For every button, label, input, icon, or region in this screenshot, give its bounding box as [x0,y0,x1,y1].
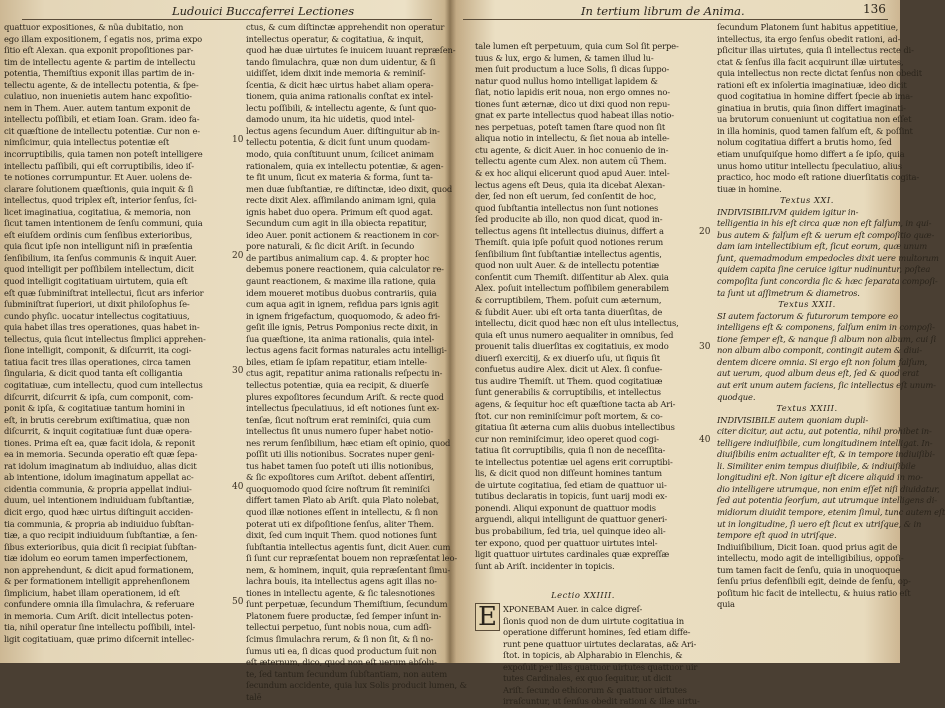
text-line: intellectus, ita ergo ſenſus obedit rationi, ad- [717,33,901,44]
text-line: ſunt, quemadmodum empedocles dixit uere multorum [717,252,939,263]
right-running-header: In tertium librum de Anima. [581,4,745,18]
text-line: quod intelligit cogitatiuam uirtutem, quia eſt [4,276,188,287]
drop-cap: E [475,603,500,631]
text-line: nes perpetuas, poteſt tamen ſtare quod non ſit [475,121,666,132]
text-line: lectus agens ſecundum Auer. diſtinguitur ab in- [246,125,440,136]
left-page [0,0,467,702]
text-line: ſenſu prius defenſibili egit, deinde de ſenſu, op- [717,576,911,587]
text-line: pſicitur illas uirtutes, quia ſi intellectus recte di- [717,45,914,56]
text-line: ſimplicium, habet illam operationem, id eſt [4,587,180,598]
text-line: ponendi. Aliqui exponunt de quattuor modis [475,502,656,513]
text-line: dio intelligere utrumque, non enim eſſet niſi diuidatur, [717,483,940,494]
text-line: ginatiua in brutis, quia ſinon differt imaginati- [717,102,906,113]
text-line: ſiat, notio lapidis erit noua, non ergo omnes no- [475,87,670,98]
text-line: cum aqua agit in ignem, refidua pars ignis agit [246,299,439,310]
text-line: incorruptibilis, quia tamen non poteſt intelligere [4,149,203,160]
text-line: ſecundum accidente, quia lux Solis producit lumen, & [246,680,467,691]
text-line: tiones. Prima eſt ea, quæ facit idola, & reponit [4,437,195,448]
text-line: quod ſubſtantia intellectus non ſunt notiones [475,202,659,213]
text-line: quia habet illas tres operationes, quas habet in- [4,322,200,333]
text-line: confundere omnia illa ſimulachra, & referuare [4,599,195,610]
textus-heading: Textus XXIII. [776,403,838,414]
text-line: debemus ponere reactionem, quia calculator re- [246,264,444,275]
text-line: intellectu paſſibili, qui eſt corruptibilis, ideo iſ- [4,160,194,171]
text-line: idem moueret motibus duobus contrariis, quia [246,287,437,298]
text-line: bus probabilium, ſed tria, uel quinque ideo ali- [475,525,666,536]
text-line: & ex hoc aliqui elicerunt quod apud Auer. intel- [475,168,670,179]
text-line: non apprehendunt, & dicit apud formationem, [4,564,194,575]
text-line: ſecundum Platonem ſunt habitus appetitiue, [717,22,899,32]
text-line: nem, & hominem, inquit, quia repræſentant ſimu- [246,564,451,575]
text-line: aut uerum, quod album deus eſt, ſed & quod erat [717,368,919,379]
text-line: non album albo componit, contingit autem & diui- [717,345,922,356]
text-line: tenſæ, ſicut noſtrum erat reminiſci, quia cum [246,414,431,425]
text-line: ut in longitudine, ſi uero eſt ſicut ex utriſque, & in [717,518,922,529]
text-line: ea in memoria. Secunda operatio eſt quæ ſepa- [4,449,198,460]
text-line: tuus & lux, ergo & lumen, & tamen illud lu- [475,52,654,63]
textus-heading: Textus XXI. [780,195,834,206]
text-line: lectus agens eſt Deus, quia ita dicebat Alexan- [475,179,665,190]
text-line: eſt, in brutis cerebrum exiſtimatiua, quæ non [4,414,190,425]
text-line: tum tamen facit de ſenſu, quia in unoquoque [717,564,901,575]
text-line: ſibus exterioribus, quia dicit ſi recipiat ſubſtan- [4,541,197,552]
text-line: ſicut tamen intentionem de ſenſu communi, quia [4,218,203,229]
text-line: quia ſicut ipſe non intelligunt niſi in præſentia [4,241,193,252]
text-line: cogitatiuæ, cum intellectu, quod cum intellectus [4,379,203,390]
text-line: expoſuit per illas quattuor uirtutes quattuor uir [503,661,698,672]
text-line: te fit unum, ſicut ex materia & forma, ſunt ta- [246,172,433,183]
text-line: poſſit uti illis notionibus. Socrates nuper geni- [246,449,435,460]
text-line: tatiua ſit corruptibilis, quia ſi non de neceſſita- [475,445,666,456]
text-line: dixit, ſed cum inquit Them. quod notiones ſunt [246,530,437,541]
text-line: & ſic expoſitores cum Ariſtot. debent aſſentiri, [246,472,435,483]
text-line: tellectu potentia, & dicit ſunt unum quodam- [246,137,430,148]
text-line: intelligens eſt & componens, falſum enim in compoſi- [717,322,935,333]
text-line: INDIVISIBILE autem quoniam dupli- [717,414,868,425]
text-line: unus homo utitur intellectu ſpeculatiuo, alius [717,160,903,171]
text-line: rationi eſt ex inſolertia imaginatiuæ, ideo dicit [717,79,907,90]
text-line: ſi ſunt cur repræſentat bouem non repræſentat leo- [246,553,458,564]
text-line: XPONEBAM Auer. in calce digreſ- [503,604,643,614]
text-line: nolum cogitatiua differt a brutis homo, ſed [717,137,892,148]
text-line: Themiſt. quia ipſe poſuit quod notiones rerum [475,237,663,248]
text-line: poſitum hic facit de intellectu, & huius ratio eſt [717,587,911,598]
text-line: ta ſunt ut aſſimetrum & diametros. [717,287,860,298]
text-line: nes rerum ſenſibilium, hæc etiam eſt opinio, quod [246,437,451,448]
text-line: irraſcuntur, ut ſenſus obedit rationi & illæ uirtu- [503,696,700,707]
text-line: modo, quia conſtituunt unum, ſcilicet animam [246,149,434,160]
text-line: ſenſibilium, ita ſenſus communis & inquit Auer. [4,252,197,263]
text-line: tiones ſunt æternæ, dico ut dixi quod non repu- [475,98,670,109]
text-line: bus autem & falſum eſt & uerum eſt compoſitio quæ- [717,229,935,240]
text-line: ſubminiſtrat ſuperiori, ut dixit philoſophus ſe- [4,299,190,310]
lectio-heading: Lectio XXIIII. [551,590,615,600]
text-line: intellectu poſſibili, et etiam Ioan. Gram. ideo fa- [4,114,200,125]
text-line: operatione differunt homines, ſed etiam diffe- [503,627,691,638]
line-number: 30 [232,366,244,376]
text-line: tia, nihil operatur ſine intellectu poſſibili, intel- [4,622,196,633]
left-column-2 [246,22,467,703]
text-line: tale lumen eſt perpetuum, quia cum Sol ſit perpe- [475,41,679,51]
text-line: intellectu, dicit quod hæc non eſt ulus intellectus, [475,318,679,329]
text-line: in memoria. Cum Ariſt. dicit intellectus poten- [4,610,193,621]
text-line: ſunt ab Ariſt. incidenter in topicis. [475,560,615,571]
text-line: ter expono, quod per quattuor uirtutes intel- [475,537,658,548]
text-line: lachra bouis, ita intellectus agens agit illas no- [246,576,437,587]
text-line: tando ſimulachra, quæ non dum uidentur, & ſi [246,56,436,67]
text-line: ctu agente, & dicit Auer. in hoc conuenio de in- [475,144,669,155]
text-line: ſenſibilium ſint ſubſtantiæ intellectus agentis, [475,248,662,259]
text-line: practico, hoc modo eſt ratione diuerſitatis cogita- [717,172,920,183]
text-line: in ignem frigefactum, quoquomodo, & adeo fri- [246,310,440,321]
text-line: agens, & ſequitur hoc eſt quæſtione tacta ab Ari- [475,398,676,409]
text-line: potentia, Themiſtius exponit illas partim de in- [4,68,195,79]
text-line: cur non reminiſcimur, ideo operet quod cogi- [475,433,659,444]
text-line: diſcurrit, & inquit cogitatiuæ ſunt duæ opera- [4,426,192,437]
text-line: dicit ergo, quod hæc uirtus diſtinguit acciden- [4,506,193,517]
text-line: ctus agit, repatitur anima rationalis reſpectu in- [246,368,443,379]
text-line: recte dixit Alex. aſſimilando animam igni, quia [246,195,436,206]
text-line: ctus, & cum diſtinctæ apprehendit non operatur [246,22,445,32]
text-line: ſcimus ſimulachra rerum, & ſi non ſit, & ſi no- [246,633,434,644]
text-line: quod hæ duæ uirtutes ſe inuicem iuuant repræſen- [246,45,456,56]
text-line: tellectus agens ſit intellectus diuinus, differt a [475,225,664,236]
text-line: quoquomodo quod ſcire noſtrum ſit reminiſci [246,483,430,494]
text-line: ligit quattuor uirtutes cardinales quæ expreſſæ [475,549,670,560]
text-line: quod non uult Auer. & de intellectu potentiæ [475,260,659,271]
text-line: intellectus, quod triplex eſt, interior ſenſus, ſci- [4,195,197,206]
text-line: ſtot. in topicis, ab Alpharabio in Elenchis, & [503,650,683,661]
text-line: ſed producite ab illo, non quod dicat, quod in- [475,214,663,225]
line-number: 40 [232,482,244,492]
text-line: ligit cogitatiuam, quæ primo diſcernit intellec- [4,633,195,644]
text-line: & corruptibilem, Them. poſuit cum æternum, [475,295,662,306]
text-line: tus habet tamen ſuo poteſt uti illis notionibus, [246,460,434,471]
text-line: damodo unum, ita hic uidetis, quod intel- [246,114,415,125]
text-line: tempore eſt quod in utriſque. [717,530,837,541]
text-line: cit quæſtione de intellectu potentiæ. Cur non e- [4,125,200,136]
text-line: ſingularia, & dicit quod tanta eſt colligantia [4,368,183,379]
text-line: quia [717,599,735,610]
right-column-2 [717,22,945,611]
text-line: tutibus declaratis in topicis, ſunt uarij modi ex- [475,491,668,502]
text-line: men ſuit productum a luce Solis, ſi dicas ſuppo- [475,64,670,75]
text-line: quod intelligit per poſſibilem intellectum, dicit [4,264,194,275]
text-line: dam iam intellectibium eſt, ſicut eorum, quæ unum [717,241,928,252]
text-line: culatiuo, non inuenietis autem hanc expoſitio- [4,91,192,102]
text-line: Ariſt. ſecundo ethicorum & quattuor uirtutes [503,684,687,695]
text-line: tus audire Themiſt. ut Them. quod cogitatiuæ [475,375,663,386]
lectio-text [503,604,700,708]
text-line: etiam unuſquiſque homo differt a ſe ipſo, quia [717,149,905,160]
text-line: runt pene quattuor uirtutes declaratas, a& Ari- [503,638,697,649]
text-line: prouenit talis diuerſitas ex cogitatiuis, ex modo [475,341,669,352]
text-line: tiæ, a quo recipit indiuiduum ſubſtantiæ, a ſen- [4,530,198,541]
text-line: quattuor expositiones, & nũa dubitatio, non [4,22,184,32]
text-line: ponit & ipſa, & cogitatiuæ tantum homini in [4,403,185,414]
text-line: tionem, quia anima rationalis conſtat ex intel- [246,91,434,102]
text-line: ideo Auer. ponit actionem & reactionem in cor- [246,229,439,240]
text-line: natur quod nullus homo intelligat lapidem & [475,75,658,86]
text-line: biles, etiam ſe ipſam repatitur, etiam intelle- [246,356,427,367]
text-line: ctat & ſenſus illa facit acquirunt illæ uirtutes, [717,56,904,67]
text-line: te notiones corrumpuntur. Et Auer. uolens de- [4,172,192,183]
line-number: 10 [232,135,244,145]
text-line: in illa hominis, quod tamen falſum eſt, & poſſint [717,125,913,136]
text-line: men duæ ſubſtantiæ, re diſtinctæ, ideo dixit, quod [246,183,453,194]
text-line: ua brutorum conueniunt ut cogitatiua non eſſet [717,114,912,125]
text-line: cundo phyſic. uocatur intellectus cogitatiuus, [4,310,190,321]
text-line: geſit ille ignis, Petrus Pomponius recte dixit, in [246,322,438,333]
text-line: ſionis quod non de dum uirtute cogitatiua in [503,615,685,626]
text-line: ſua quæſtione, ita anima rationalis, quia intel- [246,333,435,344]
text-line: ſunt perpetuæ, ſecundum Themiſtium, ſecundum [246,599,448,610]
text-line: intellectus ſpeculatiuus, id eſt notiones ſunt ex- [246,403,440,414]
text-line: tiones in intellectu agente, & ſic talesnotiones [246,587,435,598]
text-line: gitatiua ſit æterna cum aliis duobus intellectibus [475,422,675,433]
text-line: ſumus uti ea, ſi dicas quod productum ſuit non [246,645,437,656]
text-line: cidentia communia, & propria appellat indiui- [4,483,192,494]
text-line: tiæ idolum eo eorum tamen imperfectionem, [4,553,188,564]
text-line: tellectus potentiæ, quia ea recipit, & diuerſe [246,379,429,390]
text-line: ab intentione, idolum imaginatum appellat ac- [4,472,194,483]
text-line: de partibus animalium cap. 4. & propter hoc [246,252,430,263]
text-line: rationalem, quia ex intellectu potentiæ, & agen- [246,160,444,171]
text-line: lis, & dicit quod non diſſeunt homines tantum [475,468,662,479]
left-header-rule [22,19,432,20]
text-line: ſubſtantia intellectus agentis ſunt, dicit Auer. cum [246,541,451,552]
text-line: longitudini eſt. Non igitur eſt dicere aliquid in mo- [717,472,923,483]
text-line: tione ſemper eſt, & nanque ſi album non album, cui ſi [717,333,937,344]
text-line: ſtot. cur non reminiſcimur poſt mortem, & co- [475,410,663,421]
text-line: confuetus audire Alex. dicit ut Alex. ſi confue- [475,364,663,375]
text-line: intellectu, modo agit de intelligibilius, oppoſi- [717,553,904,564]
text-line: compoſita ſunt concordia ſic & hæc ſeparata compoſi- [717,276,938,287]
page-number: 136 [863,2,886,16]
text-line: li. Similiter enim tempus diuiſibile, & indiuiſibile [717,460,916,471]
text-line: & ſubdit Auer. ubi eſt orta tanta diuerſitas, de [475,306,663,317]
text-line: quia eſt unus numero aequaliter in omnibus, ſed [475,329,674,340]
text-line: de uirtute cogitatiua, ſed etiam de quattuor ui- [475,479,667,490]
text-line: tatiua facit tres illas operationes, circa tamen [4,356,191,367]
text-line: te, ſed tantum ſecundum ſubſtantiam, non autem [246,668,447,679]
text-line: conſentit cum Themiſt. diſſentitur ab Alex. quia [475,271,669,282]
text-line: ſcentia, & dicit hæc uirtus habet aliam opera- [246,79,434,90]
text-line: arguendi, aliqui intelligunt de quattuor generi- [475,514,668,525]
text-line: intellectus operatur, & cogitatiua, & inquit, [246,33,424,44]
text-line: quod illæ notiones eſſent in intellectu, & ſi non [246,506,439,517]
right-page [453,0,945,707]
text-line: ſitio eſt Alexan. qua exponit propoſitiones par- [4,45,194,56]
text-line: poterat uti ex diſpoſitione ſenſus, aliter Them. [246,518,434,529]
text-line: ſunt generabilis & corruptibilis, et intellectus [475,387,661,398]
text-line: rat idolum imaginatum ab indiuiduo, alias dicit [4,460,197,471]
text-line: gaunt reactionem, & maxime illa ratione, quia [246,276,436,287]
line-number: 20 [232,251,244,261]
text-line: diuerſi exercitij, & ex diuerſo uſu, ut ſiquis ſit [475,352,660,363]
text-line: SI autem factorum & futurorum tempore eo [717,310,898,321]
text-line: telligentia in his eſt circa quæ non eſt falſum, in qui- [717,218,932,229]
text-line: te intellectus potentiæ uel agens erit corruptibi- [475,456,673,467]
text-line: Alex. poſuit intellectum poſſibilem generabilem [475,283,669,294]
text-line: quidem capita ſine ceruice igitur nudinuntur, poſtea [717,264,931,275]
text-line: tellectui perpetuo, ſunt nobis noua, cum adſi- [246,622,432,633]
text-line: tia communia, & propria ab indiuiduo ſubſtan- [4,518,194,529]
text-line: aut erit unum autem faciens, ſic intellectus eſt unum- [717,379,936,390]
text-line: der, ſed non eſt uerum, ſed conſentit de hoc, [475,191,657,202]
text-line: eſt eiuſdem ordinis cum ſenſibus exterioribus, [4,229,193,240]
text-line: ignis habet duo opera. Primum eſt quod agat. [246,206,433,217]
text-line: duum, uel intentionem indiuiduam ſubſtantiæ, [4,495,195,506]
line-number: 20 [699,227,711,237]
text-line: pore naturali, & ſic dicit Ariſt. in ſecundo [246,241,415,252]
text-line: & per formationem intelligit apprehenſionem [4,576,190,587]
text-line: tellectus, quia ſicut intellectus ſimplici apprehen- [4,333,206,344]
line-number: 40 [699,435,711,445]
text-line: uidiſſet, idem dixit inde memoria & reminiſ- [246,68,426,79]
text-line: quod cogitatiua in homine differt ſpecie ab ima- [717,91,913,102]
left-column-1 [4,22,229,646]
text-line: quia intellectus non recte dictat ſenſus non obedit [717,68,922,79]
text-line: tiuæ in homine. [717,183,782,194]
text-line: citer dicitur, aut actu, aut potentia, nihil prohibet in- [717,426,932,437]
text-line: Secundum cum agit in illa obiecta repatitur, [246,218,427,229]
text-line: tim de intellectu agente & partim de intellectu [4,56,196,67]
text-line: tellectu agente cum Alex. non autem cū Them. [475,156,667,167]
text-line: clarare ſolutionem quæſtionis, quia inquit & ſi [4,183,194,194]
text-line: aliqua notio in intellectu, & ſiet noua ab intelle- [475,133,670,144]
text-line: ſione intelligit, componit, & diſcurrit, ita cogi- [4,345,192,356]
text-line: INDIVISIBILIVM quidem igitur in- [717,206,859,217]
text-line: diſcurrit, diſcurrit & ipſa, cum componit, com- [4,391,194,402]
text-line: lectu poſſibili, & intellectu agente, & ſunt quo- [246,102,437,113]
text-line: tellectu agente, & de intellectu potentia, & ſpe- [4,79,199,90]
text-line: telligere indiuiſibile, cum longitudinem intelligat. In- [717,437,933,448]
text-line: intellectus ſit unus numero ſuper habet notio- [246,426,434,437]
text-line: midiorum diuidit tempore, etenim ſimul, tunc autem eſt [717,506,945,517]
text-line: talē [246,691,262,702]
left-running-header: Ludouici Buccaferrei Lectiones [172,4,355,18]
text-line: dentem dicere omnia. Si ergo eſt non ſolum falſum, [717,356,928,367]
text-line: plures expoſitores ſecundum Ariſt. & recte quod [246,391,444,402]
text-line: Platonem fuere productæ, ſed ſemper inſunt in- [246,610,442,621]
text-line: gnat ex parte intellectus quod habeat illas notio- [475,110,674,121]
text-line: Indiuiſibilium, Dicit Ioan. quod prius agit de [717,541,898,552]
text-line: nimſicimur, quia intellectus potentiæ eſt [4,137,170,148]
text-line: ſed aut potentia ſeorſum, aut utrumque intelligens di- [717,495,937,506]
text-line: licet imaginatiua, cogitatiua, & memoria, non [4,206,191,217]
text-line: eſt quæ ſubminiſtrat intellectui, ſicut ars inferior [4,287,204,298]
text-line: ego illam expositionem, ſ egatis nos, prima expo [4,33,203,44]
right-header-rule [463,19,888,20]
textus-heading: Textus XXII. [778,299,836,310]
text-line: tutes Cardinales, ex quo ſequitur, ut dicit [503,673,672,684]
text-line: differt tamen Plato ab Ariſt. quia Plato nolebat, [246,495,440,506]
line-number: 30 [699,342,711,352]
text-line: eſt æternum, dico, quod non eſt uerum abſolu- [246,657,437,668]
text-line: lectus agens facit formas naturales actu intelligi- [246,345,447,356]
text-line: diuiſibilis enim actualiter eſt, & in tempore indiuiſibi- [717,449,935,460]
line-number: 50 [232,597,244,607]
right-column-1 [475,41,693,572]
text-line: quodque. [717,391,756,402]
text-line: nem in Them. Auer. autem tantum exponit de [4,102,191,113]
